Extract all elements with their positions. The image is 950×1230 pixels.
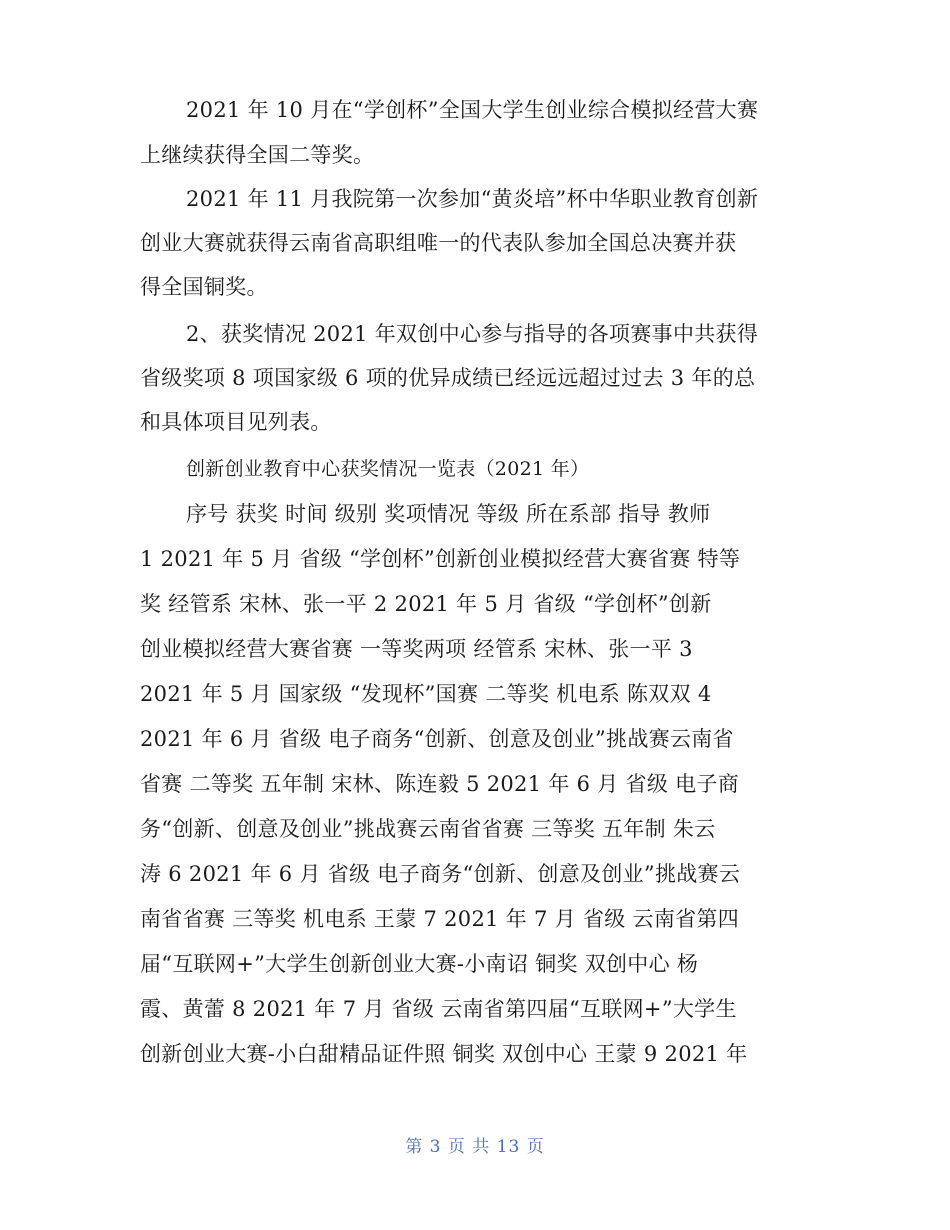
table-text-line: 省赛 二等奖 五年制 宋林、陈连毅 5 2021 年 6 月 省级 电子商	[140, 772, 740, 796]
table-text-line: 霞、黄蕾 8 2021 年 7 月 省级 云南省第四届“互联网+”大学生	[140, 997, 737, 1021]
table-text-line: 务“创新、创意及创业”挑战赛云南省省赛 三等奖 五年制 朱云	[140, 817, 716, 841]
table-text-line: 2021 年 5 月 国家级 “发现杯”国赛 二等奖 机电系 陈双双 4	[140, 682, 712, 706]
paragraph-line: 2021 年 11 月我院第一次参加“黄炎培”杯中华职业教育创新	[186, 187, 759, 211]
table-text-line: 奖 经管系 宋林、张一平 2 2021 年 5 月 省级 “学创杯”创新	[140, 592, 712, 616]
paragraph-line: 得全国铜奖。	[140, 275, 268, 299]
paragraph-line: 和具体项目见列表。	[140, 410, 332, 434]
table-text-line: 南省省赛 三等奖 机电系 王蒙 7 2021 年 7 月 省级 云南省第四	[140, 907, 740, 931]
paragraph-line: 省级奖项 8 项国家级 6 项的优异成绩已经远远超过过去 3 年的总	[140, 366, 756, 390]
table-caption: 创新创业教育中心获奖情况一览表（2021 年）	[186, 458, 590, 480]
table-header-line: 序号 获奖 时间 级别 奖项情况 等级 所在系部 指导 教师	[186, 502, 711, 526]
paragraph-line: 上继续获得全国二等奖。	[140, 143, 375, 167]
table-text-line: 2021 年 6 月 省级 电子商务“创新、创意及创业”挑战赛云南省	[140, 727, 734, 751]
paragraph-line: 创业大赛就获得云南省高职组唯一的代表队参加全国总决赛并获	[140, 231, 737, 255]
page-footer: 第 3 页 共 13 页	[405, 1137, 545, 1157]
table-text-line: 届“互联网+”大学生创新创业大赛-小南诏 铜奖 双创中心 杨	[140, 952, 699, 976]
table-text-line: 涛 6 2021 年 6 月 省级 电子商务“创新、创意及创业”挑战赛云	[140, 862, 741, 886]
table-text-line: 创业模拟经营大赛省赛 一等奖两项 经管系 宋林、张一平 3	[140, 637, 693, 661]
paragraph-line: 2021 年 10 月在“学创杯”全国大学生创业综合模拟经营大赛	[186, 98, 759, 122]
table-text-line: 创新创业大赛-小白甜精品证件照 铜奖 双创中心 王蒙 9 2021 年	[140, 1042, 748, 1066]
table-text-line: 1 2021 年 5 月 省级 “学创杯”创新创业模拟经营大赛省赛 特等	[140, 547, 741, 571]
paragraph-line: 2、获奖情况 2021 年双创中心参与指导的各项赛事中共获得	[186, 322, 759, 346]
